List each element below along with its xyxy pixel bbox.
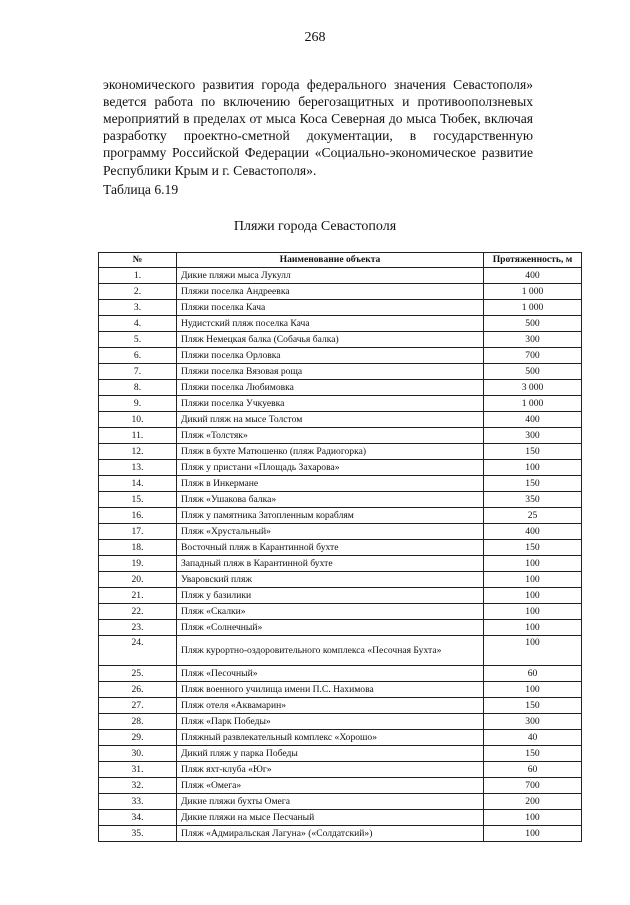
table-row xyxy=(99,682,582,698)
table-row xyxy=(99,508,582,524)
row-length: 100 xyxy=(484,826,582,842)
row-object-name: Дикий пляж на мысе Толстом xyxy=(177,412,484,428)
row-number: 3. xyxy=(99,300,177,316)
row-number: 35. xyxy=(99,826,177,842)
row-number: 23. xyxy=(99,620,177,636)
row-length: 700 xyxy=(484,778,582,794)
table-row xyxy=(99,268,582,284)
row-length: 40 xyxy=(484,730,582,746)
row-number: 13. xyxy=(99,460,177,476)
table-row xyxy=(99,476,582,492)
row-object-name: Пляжи поселка Учкуевка xyxy=(177,396,484,412)
row-object-name: Нудистский пляж поселка Кача xyxy=(177,316,484,332)
row-length: 100 xyxy=(484,460,582,476)
row-length: 200 xyxy=(484,794,582,810)
row-number: 27. xyxy=(99,698,177,714)
row-object-name: Пляжи поселка Любимовка xyxy=(177,380,484,396)
row-number: 10. xyxy=(99,412,177,428)
row-number: 11. xyxy=(99,428,177,444)
row-object-name: Восточный пляж в Карантинной бухте xyxy=(177,540,484,556)
row-length: 100 xyxy=(484,682,582,698)
row-number: 7. xyxy=(99,364,177,380)
table-row xyxy=(99,698,582,714)
table-row xyxy=(99,492,582,508)
intro-paragraph: экономического развития города федерального значения Севастополя» ведется работа по включению берегозащитных и противооползневых мероприятий в пределах от мыса Коса Северная до мыса Тюбек, включая разработку проектно-сметной документации, в государственную программу Российской Федерации «Социально-экономическое развитие Республики Крым и г. Севастополя». xyxy=(103,76,533,178)
row-length: 400 xyxy=(484,524,582,540)
table-row xyxy=(99,636,582,666)
row-object-name: Пляж «Ушакова балка» xyxy=(177,492,484,508)
row-object-name: Пляж «Песочный» xyxy=(177,666,484,682)
table-caption: Пляжи города Севастополя xyxy=(233,219,397,234)
row-number: 29. xyxy=(99,730,177,746)
row-length: 100 xyxy=(484,810,582,826)
table-row xyxy=(99,460,582,476)
row-object-name: Дикий пляж у парка Победы xyxy=(177,746,484,762)
row-length: 150 xyxy=(484,698,582,714)
row-object-name: Пляж у памятника Затопленным кораблям xyxy=(177,508,484,524)
table-row xyxy=(99,380,582,396)
table-row xyxy=(99,316,582,332)
row-length: 60 xyxy=(484,666,582,682)
row-number: 22. xyxy=(99,604,177,620)
header-length: Протяженность, м xyxy=(484,253,582,268)
row-number: 24. xyxy=(99,636,177,666)
row-object-name: Пляж «Омега» xyxy=(177,778,484,794)
row-length: 150 xyxy=(484,476,582,492)
table-row xyxy=(99,588,582,604)
header-object-name: Наименование объекта xyxy=(177,253,484,268)
row-object-name: Дикие пляжи мыса Лукулл xyxy=(177,268,484,284)
row-length: 300 xyxy=(484,428,582,444)
row-object-name: Пляж «Толстяк» xyxy=(177,428,484,444)
page-number: 268 xyxy=(304,30,326,45)
row-object-name: Дикие пляжи бухты Омега xyxy=(177,794,484,810)
row-length: 100 xyxy=(484,556,582,572)
row-number: 18. xyxy=(99,540,177,556)
row-object-name: Пляж «Солнечный» xyxy=(177,620,484,636)
row-length: 150 xyxy=(484,540,582,556)
row-length: 60 xyxy=(484,762,582,778)
table-row xyxy=(99,284,582,300)
table-row xyxy=(99,714,582,730)
row-object-name: Уваровский пляж xyxy=(177,572,484,588)
row-number: 28. xyxy=(99,714,177,730)
table-label: Таблица 6.19 xyxy=(103,182,179,197)
row-object-name: Пляж Немецкая балка (Собачья балка) xyxy=(177,332,484,348)
row-length: 400 xyxy=(484,412,582,428)
row-number: 31. xyxy=(99,762,177,778)
row-object-name: Пляж «Хрустальный» xyxy=(177,524,484,540)
row-number: 34. xyxy=(99,810,177,826)
row-object-name: Пляжи поселка Кача xyxy=(177,300,484,316)
row-number: 16. xyxy=(99,508,177,524)
row-number: 5. xyxy=(99,332,177,348)
row-number: 20. xyxy=(99,572,177,588)
table-header-row xyxy=(99,253,582,268)
table-row xyxy=(99,428,582,444)
row-number: 14. xyxy=(99,476,177,492)
table-row xyxy=(99,620,582,636)
table-row xyxy=(99,364,582,380)
table-row xyxy=(99,666,582,682)
table-row xyxy=(99,556,582,572)
row-object-name: Пляжи поселка Андреевка xyxy=(177,284,484,300)
table-row xyxy=(99,826,582,842)
table-row xyxy=(99,332,582,348)
table-row xyxy=(99,762,582,778)
row-object-name: Пляж в Инкермане xyxy=(177,476,484,492)
row-object-name: Пляж «Адмиральская Лагуна» («Солдатский») xyxy=(177,826,484,842)
row-length: 350 xyxy=(484,492,582,508)
row-number: 26. xyxy=(99,682,177,698)
row-length: 150 xyxy=(484,444,582,460)
row-number: 33. xyxy=(99,794,177,810)
beaches-table xyxy=(98,252,582,842)
row-length: 100 xyxy=(484,604,582,620)
table-body xyxy=(99,268,582,842)
row-number: 19. xyxy=(99,556,177,572)
table-row xyxy=(99,524,582,540)
row-length: 100 xyxy=(484,620,582,636)
row-number: 17. xyxy=(99,524,177,540)
row-object-name: Пляж военного училища имени П.С. Нахимова xyxy=(177,682,484,698)
row-object-name: Пляж яхт-клуба «Юг» xyxy=(177,762,484,778)
table-row xyxy=(99,444,582,460)
row-length: 25 xyxy=(484,508,582,524)
row-length: 1 000 xyxy=(484,396,582,412)
table-row xyxy=(99,540,582,556)
row-number: 1. xyxy=(99,268,177,284)
row-length: 3 000 xyxy=(484,380,582,396)
table-row xyxy=(99,396,582,412)
row-number: 4. xyxy=(99,316,177,332)
row-object-name: Пляж курортно-оздоровительного комплекса «Песочная Бухта» xyxy=(177,636,484,666)
row-number: 6. xyxy=(99,348,177,364)
row-length: 100 xyxy=(484,636,582,666)
row-object-name: Пляж у пристани «Площадь Захарова» xyxy=(177,460,484,476)
row-object-name: Дикие пляжи на мысе Песчаный xyxy=(177,810,484,826)
row-length: 100 xyxy=(484,572,582,588)
row-object-name: Пляж «Парк Победы» xyxy=(177,714,484,730)
table-row xyxy=(99,730,582,746)
row-number: 8. xyxy=(99,380,177,396)
row-length: 700 xyxy=(484,348,582,364)
table-row xyxy=(99,604,582,620)
header-number: № xyxy=(99,253,177,268)
row-object-name: Пляж у базилики xyxy=(177,588,484,604)
row-number: 12. xyxy=(99,444,177,460)
row-number: 2. xyxy=(99,284,177,300)
row-length: 300 xyxy=(484,332,582,348)
row-object-name: Пляж отеля «Аквамарин» xyxy=(177,698,484,714)
row-length: 1 000 xyxy=(484,300,582,316)
table-row xyxy=(99,746,582,762)
table-row xyxy=(99,810,582,826)
row-length: 400 xyxy=(484,268,582,284)
row-length: 100 xyxy=(484,588,582,604)
row-object-name: Пляжный развлекательный комплекс «Хорошо» xyxy=(177,730,484,746)
row-number: 9. xyxy=(99,396,177,412)
row-number: 15. xyxy=(99,492,177,508)
row-object-name: Пляж в бухте Матюшенко (пляж Радиогорка) xyxy=(177,444,484,460)
table-row xyxy=(99,778,582,794)
table-row xyxy=(99,794,582,810)
row-length: 150 xyxy=(484,746,582,762)
row-length: 500 xyxy=(484,316,582,332)
table-row xyxy=(99,300,582,316)
row-length: 500 xyxy=(484,364,582,380)
row-number: 32. xyxy=(99,778,177,794)
row-object-name: Пляжи поселка Вязовая роща xyxy=(177,364,484,380)
row-number: 21. xyxy=(99,588,177,604)
row-length: 1 000 xyxy=(484,284,582,300)
row-object-name: Пляж «Скалки» xyxy=(177,604,484,620)
table-row xyxy=(99,412,582,428)
table-row xyxy=(99,572,582,588)
table-row xyxy=(99,348,582,364)
row-length: 300 xyxy=(484,714,582,730)
row-object-name: Пляжи поселка Орловка xyxy=(177,348,484,364)
row-object-name: Западный пляж в Карантинной бухте xyxy=(177,556,484,572)
row-number: 25. xyxy=(99,666,177,682)
row-number: 30. xyxy=(99,746,177,762)
